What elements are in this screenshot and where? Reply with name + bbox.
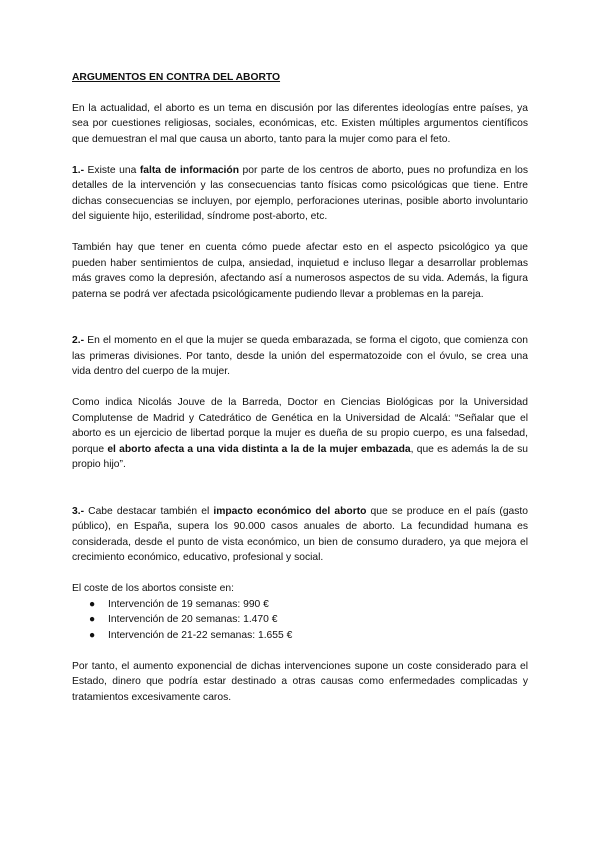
document-body (72, 70, 528, 705)
section-2-highlight: el aborto afecta a una vida distinta a la de la mujer embazada (107, 443, 411, 455)
intro-paragraph: En la actualidad, el aborto es un tema en discusión por las diferentes ideologías entre países, ya sea por cuestiones religiosas, sociales, económicas, etc. Existen múltiples argumentos científicos que demuestran el mal que causa un aborto, tanto para la mujer como para el feto. (72, 102, 528, 145)
list-item: ● Intervención de 21-22 semanas: 1.655 € (72, 628, 528, 644)
cost-list-intro: El coste de los abortos consiste en: (72, 583, 234, 594)
section-2-number: 2.- (72, 335, 85, 346)
section-1-number: 1.- (72, 164, 85, 176)
list-item: ● Intervención de 19 semanas: 990 € (72, 597, 528, 613)
bullet-icon: ● (89, 614, 96, 625)
page-title: ARGUMENTOS EN CONTRA DEL ABORTO (72, 72, 281, 83)
section-2-paragraph: 2.- En el momento en el que la mujer se queda embarazada, se forma el cigoto, que comienza con las primeras divisiones. Por tanto, desde la unión del espermatozoide con el óvulo, se crea una vida dentro del cuerpo de la mujer. (72, 335, 528, 377)
section-1-paragraph-2: También hay que tener en cuenta cómo puede afectar esto en el aspecto psicológico ya que pueden haber sentimientos de culpa, ansiedad, inquietud e incluso llegar a desarrollar problemas más graves como la depresión, afectando así a numerosos aspectos de su vida. Además, la figura paterna se podrá ver afectada psicológicamente pudiendo llevar a problemas en la pareja. (72, 242, 528, 300)
conclusion-paragraph: Por tanto, el aumento exponencial de dichas intervenciones supone un coste considerado para el Estado, dinero que podría estar destinado a otras causas como enfermedades complicadas y tratamientos excesivamente caros. (72, 660, 528, 703)
section-1-highlight: falta de información (139, 164, 239, 176)
section-2-quote-paragraph: Como indica Nicolás Jouve de la Barreda, Doctor en Ciencias Biológicas por la Universidad Complutense de Madrid y Catedrático de Genética en la Universidad de Alcalá: “Señalar que el aborto es un ejercicio de libertad porque la mujer es dueña de su propio cuerpo, es una falsedad, porque el aborto afecta a una vida distinta a la de la mujer embazada, que es además la de su propio hijo”. (72, 397, 528, 470)
bullet-icon: ● (89, 598, 96, 610)
cost-list (72, 597, 528, 644)
list-item: ● Intervención de 20 semanas: 1.470 € (72, 612, 528, 628)
section-3-number: 3.- (72, 505, 85, 517)
section-1-paragraph: 1.- Existe una falta de información por parte de los centros de aborto, pues no profundiza en los detalles de la intervención y las consecuencias tanto físicas como psicológicas que tiene. Entre dichas consecuencias se incluyen, por ejemplo, perforaciones uterinas, posible aborto involuntario del siguiente hijo, esterilidad, síndrome post-aborto, etc. (72, 164, 528, 222)
section-3-highlight: impacto económico del aborto (213, 505, 367, 517)
section-3-paragraph: 3.- Cabe destacar también el impacto económico del aborto que se produce en el país (gasto público), en España, supera los 90.000 casos anuales de aborto. La fecundidad humana es considerada, desde el punto de vista económico, un bien de consumo duradero, ya que mejora el crecimiento económico, educativo, profesional y social. (72, 505, 529, 563)
bullet-icon: ● (89, 629, 96, 641)
